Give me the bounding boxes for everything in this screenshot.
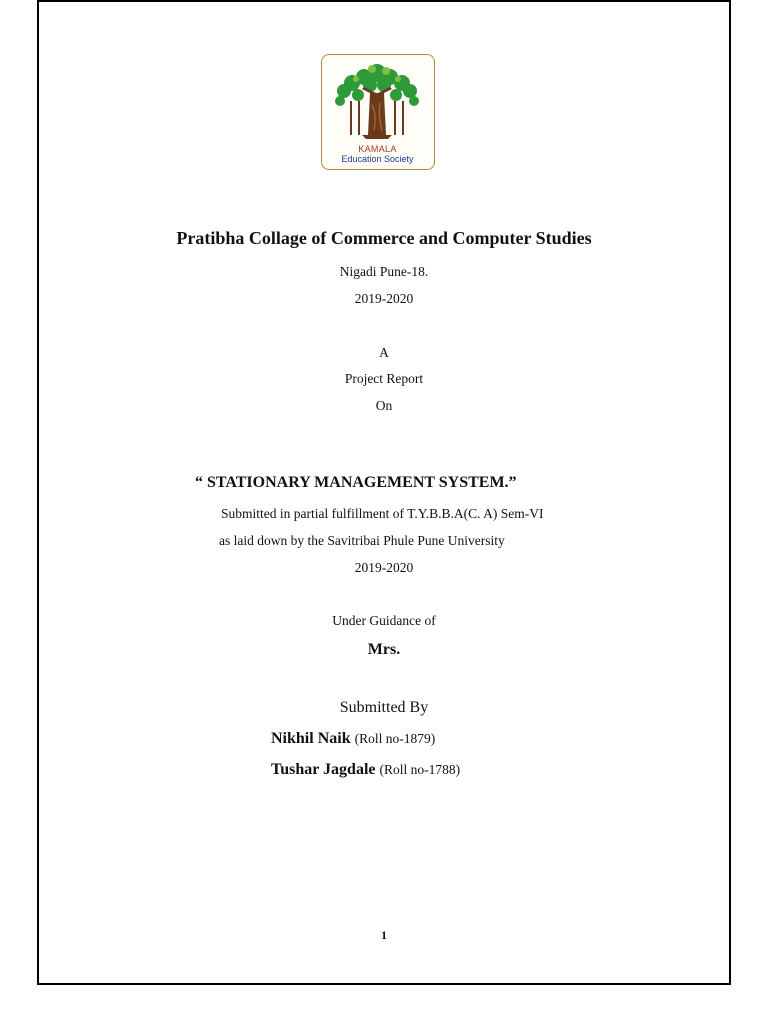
logo-text-kamala: KAMALA: [358, 144, 397, 154]
report-article: A: [379, 345, 389, 360]
academic-year: 2019-2020: [354, 291, 414, 306]
project-title: “ STATIONARY MANAGEMENT SYSTEM.”: [195, 474, 517, 491]
submission-line-1: Submitted in partial fulfillment of T.Y.B.B.A(C. A) Sem-VI: [221, 506, 544, 521]
page-number: 1: [381, 928, 387, 942]
student-roll: (Roll no-1788): [379, 762, 461, 777]
student-entry: [271, 761, 460, 779]
submission-year: 2019-2020: [354, 560, 414, 575]
college-name: Pratibha Collage of Commerce and Computer Studies: [176, 228, 592, 248]
student-roll: (Roll no-1879): [354, 731, 436, 746]
student-name: Nikhil Naik: [271, 730, 351, 747]
report-on: On: [375, 398, 393, 413]
guidance-label: Under Guidance of: [332, 613, 436, 628]
college-location: Nigadi Pune-18.: [339, 264, 429, 279]
logo-text-education-society: Education Society: [341, 154, 414, 164]
kamala-education-society-logo: [321, 54, 435, 170]
submission-line-2: as laid down by the Savitribai Phule Pune University: [219, 533, 505, 548]
submitted-by-label: Submitted By: [339, 699, 429, 716]
student-name: Tushar Jagdale: [271, 761, 376, 778]
guide-name: Mrs.: [367, 641, 401, 658]
student-entry: [271, 730, 435, 748]
report-type: Project Report: [344, 371, 424, 386]
